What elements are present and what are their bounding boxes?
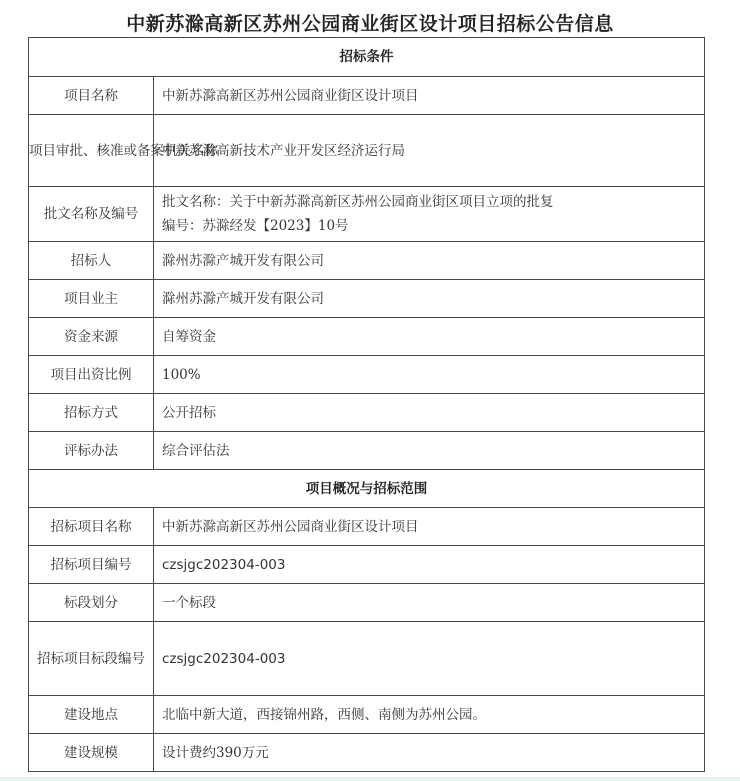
table-row — [29, 356, 705, 394]
row-label: 评标办法 — [29, 432, 154, 470]
table-row — [29, 318, 705, 356]
row-label: 项目出资比例 — [29, 356, 154, 394]
row-label: 招标方式 — [29, 394, 154, 432]
table-row — [29, 115, 705, 187]
row-value: 北临中新大道，西接锦州路，西侧、南侧为苏州公园。 — [154, 696, 705, 734]
row-value: 自筹资金 — [154, 318, 705, 356]
table-row — [29, 622, 705, 696]
row-label: 招标项目名称 — [29, 508, 154, 546]
row-value: 中新苏滁高新区苏州公园商业街区设计项目 — [154, 508, 705, 546]
table-row — [29, 546, 705, 584]
approval-doc-name: 批文名称：关于中新苏滁高新区苏州公园商业街区项目立项的批复 — [162, 194, 554, 210]
table-row — [29, 77, 705, 115]
section-header-row — [29, 470, 705, 508]
row-value: czsjgc202304-003 — [154, 546, 705, 584]
row-label: 项目名称 — [29, 77, 154, 115]
table-row — [29, 508, 705, 546]
table-row — [29, 432, 705, 470]
row-value: 滁州苏滁产城开发有限公司 — [154, 280, 705, 318]
row-value: 公开招标 — [154, 394, 705, 432]
row-label: 项目业主 — [29, 280, 154, 318]
row-value: 一个标段 — [154, 584, 705, 622]
row-value: 综合评估法 — [154, 432, 705, 470]
table-row — [29, 734, 705, 772]
section-heading: 项目概况与招标范围 — [29, 470, 705, 508]
row-value: 中新苏滁高新技术产业开发区经济运行局 — [154, 115, 705, 187]
row-label: 招标人 — [29, 242, 154, 280]
row-value: 滁州苏滁产城开发有限公司 — [154, 242, 705, 280]
page-title: 中新苏滁高新区苏州公园商业街区设计项目招标公告信息 — [126, 13, 614, 35]
table-row — [29, 394, 705, 432]
tender-info-table — [28, 37, 705, 772]
row-label: 资金来源 — [29, 318, 154, 356]
section-header-row — [29, 38, 705, 77]
row-value — [154, 187, 705, 242]
bottom-scroll-strip — [0, 777, 740, 781]
row-label: 建设地点 — [29, 696, 154, 734]
table-row — [29, 280, 705, 318]
row-label: 招标项目编号 — [29, 546, 154, 584]
row-label: 标段划分 — [29, 584, 154, 622]
table-row — [29, 187, 705, 242]
table-row — [29, 584, 705, 622]
table-row — [29, 242, 705, 280]
table-row — [29, 696, 705, 734]
row-label: 批文名称及编号 — [29, 187, 154, 242]
section-heading: 招标条件 — [29, 38, 705, 77]
row-label: 项目审批、核准或备案机关名称 — [29, 115, 154, 187]
row-label: 建设规模 — [29, 734, 154, 772]
row-label: 招标项目标段编号 — [29, 622, 154, 696]
row-value: 设计费约390万元 — [154, 734, 705, 772]
row-value: 100% — [154, 356, 705, 394]
approval-doc-number: 编号：苏滁经发【2023】10号 — [162, 218, 349, 234]
row-value: 中新苏滁高新区苏州公园商业街区设计项目 — [154, 77, 705, 115]
row-value: czsjgc202304-003 — [154, 622, 705, 696]
